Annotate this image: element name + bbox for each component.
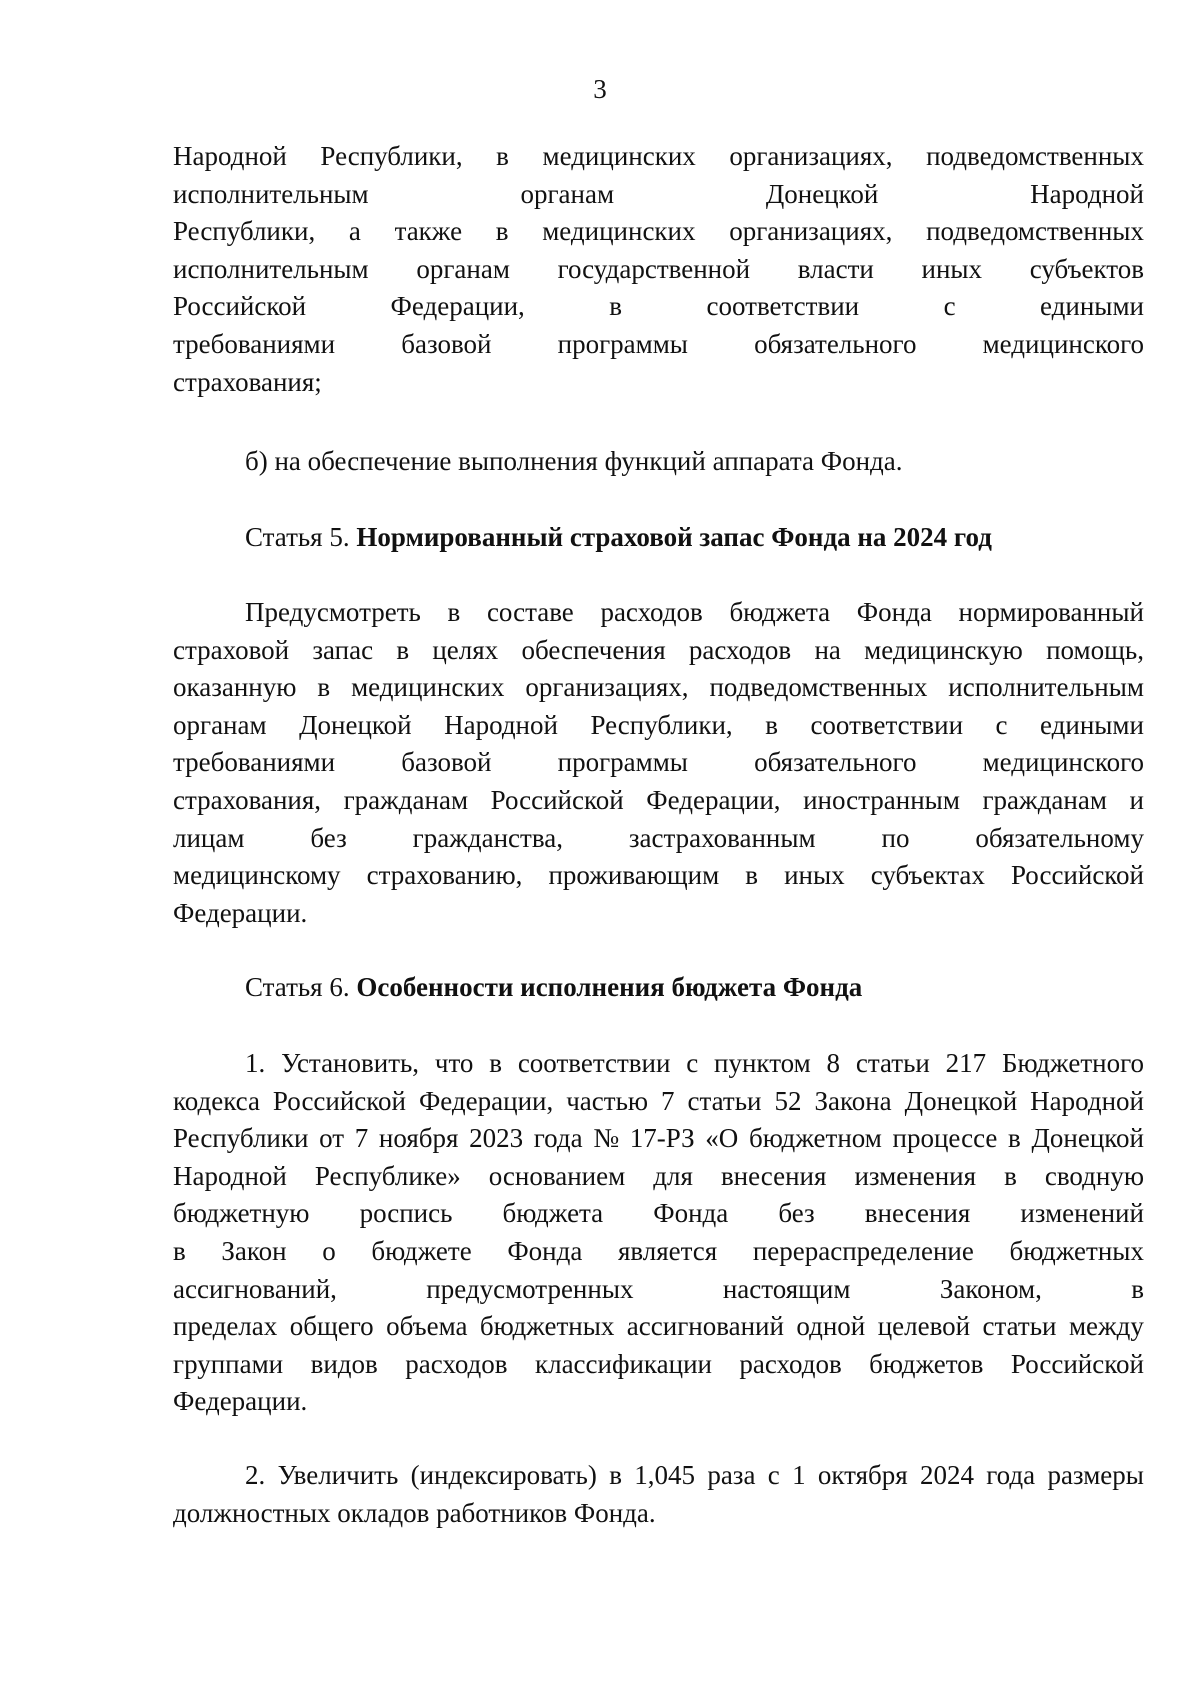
text-line [173, 594, 1144, 632]
word: базовой [401, 328, 492, 359]
word: Российской [1010, 1348, 1144, 1379]
word: Федерации, [646, 784, 781, 815]
word: организациях, [525, 672, 689, 703]
word: Народной [1030, 178, 1144, 209]
word: органам [416, 253, 510, 284]
word: целях [432, 634, 499, 665]
word: октября [817, 1460, 908, 1490]
word: на [814, 634, 841, 665]
word: исполнительным [948, 672, 1144, 703]
word: без [310, 822, 347, 853]
text-line [173, 1120, 1144, 1158]
word: в [765, 709, 778, 740]
word: Бюджетного [1002, 1048, 1144, 1078]
word: расходов [405, 1348, 508, 1379]
word: подведомственных [926, 216, 1144, 247]
word: подведомственных [926, 141, 1144, 171]
text-line: Федерации. [173, 897, 308, 928]
word: группами [173, 1348, 284, 1379]
word: бюджета [729, 597, 831, 627]
article-heading-line [173, 519, 1144, 557]
word: страхованию, [366, 860, 523, 891]
word: органам [173, 709, 267, 740]
article-5-paragraph [173, 594, 1144, 932]
word: видов [310, 1348, 378, 1379]
word: предусмотренных [426, 1273, 634, 1304]
text-line [173, 1158, 1144, 1196]
word: бюджетную [173, 1198, 310, 1229]
word: требованиями [173, 328, 336, 359]
text-line [173, 1457, 1144, 1495]
text-line [173, 707, 1144, 745]
word: Народной [173, 1160, 287, 1191]
word: проживающим [548, 860, 720, 891]
word: Донецкой [765, 178, 879, 209]
word: требованиями [173, 747, 336, 778]
word: Федерации, [418, 1085, 554, 1116]
text-line [173, 1346, 1144, 1384]
word: частью [566, 1085, 649, 1116]
word: Установить, [281, 1048, 420, 1078]
word: обязательному [975, 822, 1144, 853]
word: статьи [687, 1085, 762, 1116]
word: 7 [661, 1085, 675, 1116]
word: в [489, 1048, 502, 1078]
article-title: Особенности исполнения бюджета Фонда [356, 972, 863, 1002]
word: бюджетных [1009, 1235, 1144, 1266]
word: изменения [854, 1160, 977, 1191]
word: что [434, 1048, 474, 1078]
word: государственной [557, 253, 751, 284]
word: исполнительным [173, 253, 369, 284]
word: от [319, 1123, 345, 1154]
word: пунктом [714, 1048, 811, 1078]
text-line [173, 1308, 1144, 1346]
text-line [173, 288, 1144, 326]
word: власти [797, 253, 874, 284]
word: едиными [1040, 291, 1144, 322]
page-number: 3 [593, 74, 607, 104]
word: медицинских [351, 672, 505, 703]
word: 1. [245, 1048, 266, 1078]
word: между [1068, 1311, 1144, 1342]
word: Донецкой [1031, 1123, 1144, 1154]
article-label: Статья 5. [245, 522, 357, 552]
word: целевой [877, 1311, 971, 1342]
word: бюджете [371, 1235, 472, 1266]
word: медицинского [982, 328, 1144, 359]
word: Фонда [856, 597, 932, 627]
text-line: страхования; [173, 366, 322, 397]
word: процессе [892, 1123, 998, 1154]
word: а [348, 216, 361, 247]
word: 1,045 [634, 1460, 695, 1490]
word: составе [486, 597, 574, 627]
item-b-paragraph [173, 443, 1144, 481]
word: 2023 [469, 1123, 524, 1154]
word: в [1008, 1123, 1021, 1154]
word: гражданства, [412, 822, 563, 853]
word: бюджетов [869, 1348, 984, 1379]
text-line [173, 1045, 1144, 1083]
word: обязательного [754, 747, 917, 778]
word: Республике» [314, 1160, 461, 1191]
word: в [1131, 1273, 1144, 1304]
text-line [173, 1083, 1144, 1121]
word: классификации [534, 1348, 712, 1379]
word: пределах [173, 1311, 278, 1342]
word: Федерации, [390, 291, 525, 322]
word: оказанную [173, 672, 297, 703]
word: организациях, [729, 216, 893, 247]
word: страхования, [173, 784, 322, 815]
word: 17-РЗ [629, 1123, 695, 1154]
word: медицинских [542, 216, 696, 247]
word: объема [386, 1311, 468, 1342]
word: 2. [245, 1460, 266, 1490]
word: медицинских [542, 141, 696, 171]
word: Российской [173, 291, 307, 322]
article-heading-line [173, 969, 1144, 1007]
word: 1 [792, 1460, 806, 1490]
word: в [317, 672, 331, 703]
word: лицам [173, 822, 245, 853]
word: Закон [221, 1235, 287, 1266]
word: статьи [855, 1048, 930, 1078]
word: 7 [354, 1123, 369, 1154]
word: медицинскому [173, 860, 341, 891]
word: иностранным [803, 784, 960, 815]
word: помощь, [1046, 634, 1144, 665]
word: гражданам [982, 784, 1107, 815]
word: Предусмотреть [245, 597, 421, 627]
word: 2024 [919, 1460, 974, 1490]
word: основанием [488, 1160, 626, 1191]
text-line [173, 213, 1144, 251]
word: «О [705, 1123, 739, 1154]
intro-paragraph [173, 138, 1144, 401]
article-6-paragraph-2 [173, 1457, 1144, 1532]
word: является [617, 1235, 718, 1266]
word: медицинскую [864, 634, 1023, 665]
text-line: б) на обеспечение выполнения функций аппарата Фонда. [245, 446, 903, 476]
word: статьи [982, 1311, 1057, 1342]
text-line [173, 1233, 1144, 1271]
word: в [496, 141, 509, 171]
text-line [173, 138, 1144, 176]
word: Республики, [590, 709, 733, 740]
article-label: Статья 6. [245, 972, 357, 1002]
word: в [447, 597, 461, 627]
word: в [1004, 1160, 1017, 1191]
text-line [173, 820, 1144, 858]
word: с [686, 1048, 699, 1078]
word: общего [289, 1311, 374, 1342]
word: № [593, 1123, 620, 1154]
word: сводную [1044, 1160, 1144, 1191]
word: запас [312, 634, 374, 665]
word: расходов [688, 634, 792, 665]
word: 8 [826, 1048, 841, 1078]
word: исполнительным [173, 178, 369, 209]
word: программы [557, 747, 688, 778]
word: раза [707, 1460, 756, 1490]
word: бюджетном [748, 1123, 882, 1154]
text-line [173, 1271, 1144, 1309]
word: Законом, [939, 1273, 1042, 1304]
word: Фонда [507, 1235, 583, 1266]
word: обеспечения [521, 634, 666, 665]
word: ноября [378, 1123, 459, 1154]
word: о [322, 1235, 336, 1266]
word: Донецкой [904, 1085, 1018, 1116]
word: Российской [490, 784, 624, 815]
word: ассигнований [626, 1311, 784, 1342]
word: субъектов [1029, 253, 1144, 284]
word: расходов [739, 1348, 842, 1379]
word: бюджета [502, 1198, 604, 1229]
word: перераспределение [752, 1235, 974, 1266]
word: без [778, 1198, 815, 1229]
word: гражданам [343, 784, 469, 815]
word: Российской [1010, 860, 1144, 891]
word: в [609, 291, 623, 322]
word: также [394, 216, 463, 247]
word: Республики [173, 1123, 309, 1154]
text-line: Федерации. [173, 1386, 308, 1417]
word: иных [784, 860, 845, 891]
word: Республики, [320, 141, 463, 171]
word: Увеличить [277, 1460, 399, 1490]
word: 52 [774, 1085, 802, 1116]
word: расходов [600, 597, 703, 627]
word: подведомственных [709, 672, 928, 703]
word: субъектах [870, 860, 985, 891]
word: в [745, 860, 759, 891]
text-line [173, 669, 1144, 707]
text-line [173, 744, 1144, 782]
word: организациях, [729, 141, 893, 171]
text-line: должностных окладов работников Фонда. [173, 1497, 656, 1528]
word: иных [921, 253, 983, 284]
word: базовой [401, 747, 492, 778]
text-line [173, 326, 1144, 364]
word: года [533, 1123, 583, 1154]
text-line [173, 251, 1144, 289]
text-line [173, 176, 1144, 214]
word: Донецкой [299, 709, 412, 740]
word: страховой [173, 634, 290, 665]
word: Народной [173, 141, 287, 171]
text-line [173, 857, 1144, 895]
word: внесения [720, 1160, 827, 1191]
article-6-paragraph-1 [173, 1045, 1144, 1421]
word: ассигнований, [173, 1273, 337, 1304]
word: (индексировать) [410, 1460, 597, 1490]
word: нормированный [958, 597, 1144, 627]
word: в [609, 1460, 622, 1490]
word: медицинского [982, 747, 1144, 778]
word: соответствии [706, 291, 860, 322]
word: размеры [1047, 1460, 1144, 1490]
word: по [881, 822, 910, 853]
word: кодекса [173, 1085, 260, 1116]
word: Российской [272, 1085, 406, 1116]
article-5-heading [173, 519, 1144, 557]
word: одной [796, 1311, 866, 1342]
text-line [173, 632, 1144, 670]
article-6-heading [173, 969, 1144, 1007]
word: Закона [814, 1085, 892, 1116]
word: с [995, 709, 1008, 740]
word: в [396, 634, 410, 665]
word: соответствии [810, 709, 964, 740]
word: едиными [1040, 709, 1144, 740]
word: для [653, 1160, 693, 1191]
word: обязательного [754, 328, 917, 359]
word: с [767, 1460, 780, 1490]
word: Республики, [173, 216, 316, 247]
text-line [173, 1195, 1144, 1233]
word: внесения [864, 1198, 971, 1229]
word: соответствии [517, 1048, 671, 1078]
word: года [986, 1460, 1036, 1490]
word: Фонда [653, 1198, 729, 1229]
word: программы [557, 328, 688, 359]
word: и [1129, 784, 1144, 815]
article-title: Нормированный страховой запас Фонда на 2024 год [356, 522, 992, 552]
word: с [943, 291, 956, 322]
word: 217 [945, 1048, 987, 1078]
word: в [173, 1235, 186, 1266]
word: Народной [444, 709, 558, 740]
word: изменений [1020, 1198, 1144, 1229]
text-line [173, 782, 1144, 820]
word: органам [520, 178, 615, 209]
word: застрахованным [628, 822, 816, 853]
word: бюджетных [479, 1311, 615, 1342]
word: настоящим [722, 1273, 851, 1304]
word: роспись [359, 1198, 453, 1229]
word: Народной [1030, 1085, 1144, 1116]
word: в [495, 216, 509, 247]
